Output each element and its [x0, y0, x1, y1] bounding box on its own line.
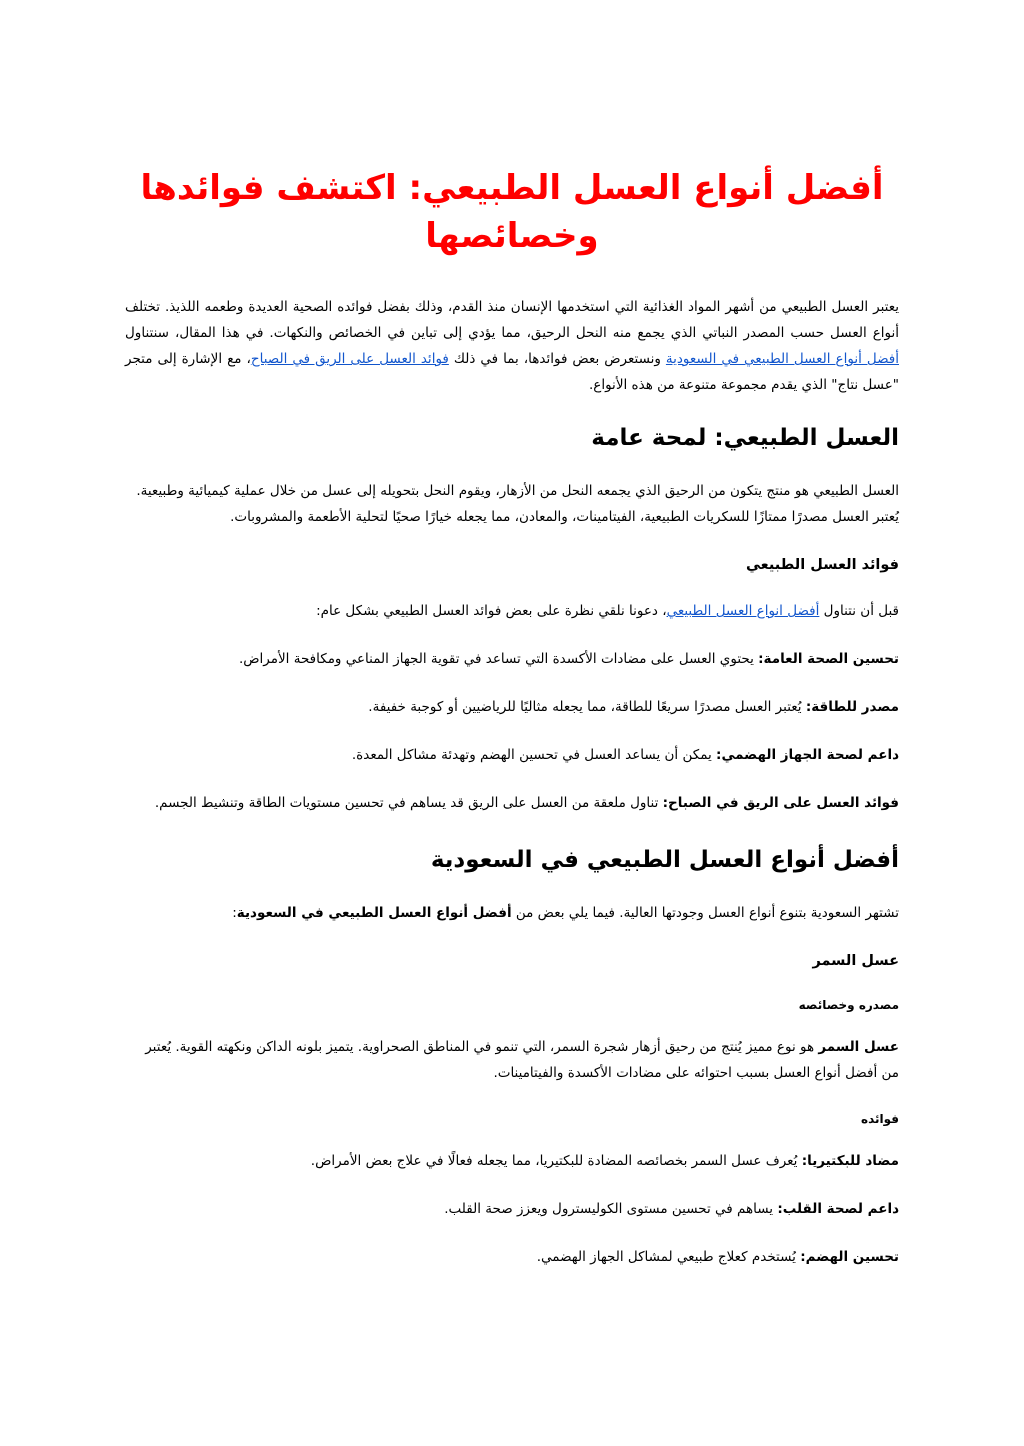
intro-paragraph — [125, 294, 899, 398]
samr-benefit-label: تحسين الهضم: — [800, 1249, 899, 1265]
intro-text-1: يعتبر العسل الطبيعي من أشهر المواد الغذائية التي استخدمها الإنسان منذ القدم، وذلك بفضل فوائده الصحية العديدة وطعمه اللذيذ. تختلف أنواع العسل حسب المصدر النباتي الذي يجمع منه النحل الرحيق، مما يؤدي إلى تباين في الخصائص والنكهات. في هذا المقال، سنتناول — [125, 299, 899, 341]
benefit-item — [125, 694, 899, 720]
saudi-lead-bold: أفضل أنواع العسل الطبيعي في السعودية — [236, 905, 512, 921]
benefits-lead-after: ، دعونا نلقي نظرة على بعض فوائد العسل الطبيعي بشكل عام: — [316, 603, 667, 619]
samr-benefit-text: يُستخدم كعلاج طبيعي لمشاكل الجهاز الهضمي. — [536, 1249, 801, 1265]
benefits-lead — [125, 598, 899, 624]
saudi-lead — [125, 900, 899, 926]
samr-benefit-text: يساهم في تحسين مستوى الكوليسترول ويعزز صحة القلب. — [444, 1201, 778, 1217]
samr-benefit-text: يُعرف عسل السمر بخصائصه المضادة للبكتيريا، مما يجعله فعالًا في علاج بعض الأمراض. — [310, 1153, 802, 1169]
best-honey-types-link[interactable]: أفضل انواع العسل الطبيعي — [666, 603, 820, 619]
morning-honey-link[interactable]: فوائد العسل على الريق في الصباح — [250, 351, 449, 367]
benefit-item — [125, 790, 899, 816]
benefit-label: فوائد العسل على الريق في الصباح: — [662, 795, 899, 811]
benefit-label: داعم لصحة الجهاز الهضمي: — [716, 747, 899, 763]
samr-source-paragraph — [125, 1034, 899, 1086]
benefit-text: يحتوي العسل على مضادات الأكسدة التي تساعد في تقوية الجهاز المناعي ومكافحة الأمراض. — [238, 651, 759, 667]
samr-heading: عسل السمر — [812, 953, 899, 969]
saudi-honey-link[interactable]: أفضل أنواع العسل الطبيعي في السعودية — [665, 351, 899, 367]
benefit-text: يمكن أن يساعد العسل في تحسين الهضم وتهدئة مشاكل المعدة. — [351, 747, 717, 763]
samr-benefits-heading: فوائده — [860, 1112, 899, 1126]
samr-source-heading: مصدره وخصائصه — [798, 998, 899, 1012]
benefit-label: مصدر للطاقة: — [805, 699, 899, 715]
saudi-heading: أفضل أنواع العسل الطبيعي في السعودية — [430, 847, 899, 873]
samr-benefit-item — [125, 1196, 899, 1222]
benefits-heading: فوائد العسل الطبيعي — [745, 557, 899, 573]
saudi-lead-text: تشتهر السعودية بتنوع أنواع العسل وجودتها العالية. فيما يلي بعض من — [511, 905, 899, 921]
benefit-item — [125, 742, 899, 768]
samr-benefit-label: داعم لصحة القلب: — [777, 1201, 899, 1217]
saudi-lead-end: : — [232, 905, 237, 921]
samr-benefit-item — [125, 1244, 899, 1270]
overview-heading: العسل الطبيعي: لمحة عامة — [591, 425, 899, 451]
benefits-lead-before: قبل أن نتناول — [819, 603, 899, 619]
article-title: أفضل أنواع العسل الطبيعي: اكتشف فوائدها وخصائصها — [140, 168, 884, 256]
overview-paragraph: العسل الطبيعي هو منتج يتكون من الرحيق الذي يجمعه النحل من الأزهار، ويقوم النحل بتحويله إلى عسل من خلال عملية كيميائية وطبيعية. يُعتبر العسل مصدرًا ممتازًا للسكريات الطبيعية، الفيتامينات، والمعادن، مما يجعله خيارًا صحيًا لتحلية الأطعمة والمشروبات. — [136, 483, 899, 525]
samr-benefit-item — [125, 1148, 899, 1174]
samr-source-text: هو نوع مميز يُنتج من رحيق أزهار شجرة السمر، التي تنمو في المناطق الصحراوية. يتميز بلونه الداكن ونكهته القوية. يُعتبر من أفضل أنواع العسل بسبب احتوائه على مضادات الأكسدة والفيتامينات. — [145, 1039, 899, 1081]
intro-text-3: ، مع الإشارة إلى متجر "عسل نتاج" الذي يقدم مجموعة متنوعة من هذه الأنواع. — [125, 351, 899, 393]
benefit-item — [125, 646, 899, 672]
benefit-text: يُعتبر العسل مصدرًا سريعًا للطاقة، مما يجعله مثاليًا للرياضيين أو كوجبة خفيفة. — [368, 699, 806, 715]
samr-source-label: عسل السمر — [818, 1039, 899, 1055]
benefit-label: تحسين الصحة العامة: — [758, 651, 899, 667]
intro-text-2: ونستعرض بعض فوائدها، بما في ذلك — [448, 351, 666, 367]
samr-benefit-label: مضاد للبكتيريا: — [801, 1153, 899, 1169]
benefit-text: تناول ملعقة من العسل على الريق قد يساهم في تحسين مستويات الطاقة وتنشيط الجسم. — [154, 795, 663, 811]
